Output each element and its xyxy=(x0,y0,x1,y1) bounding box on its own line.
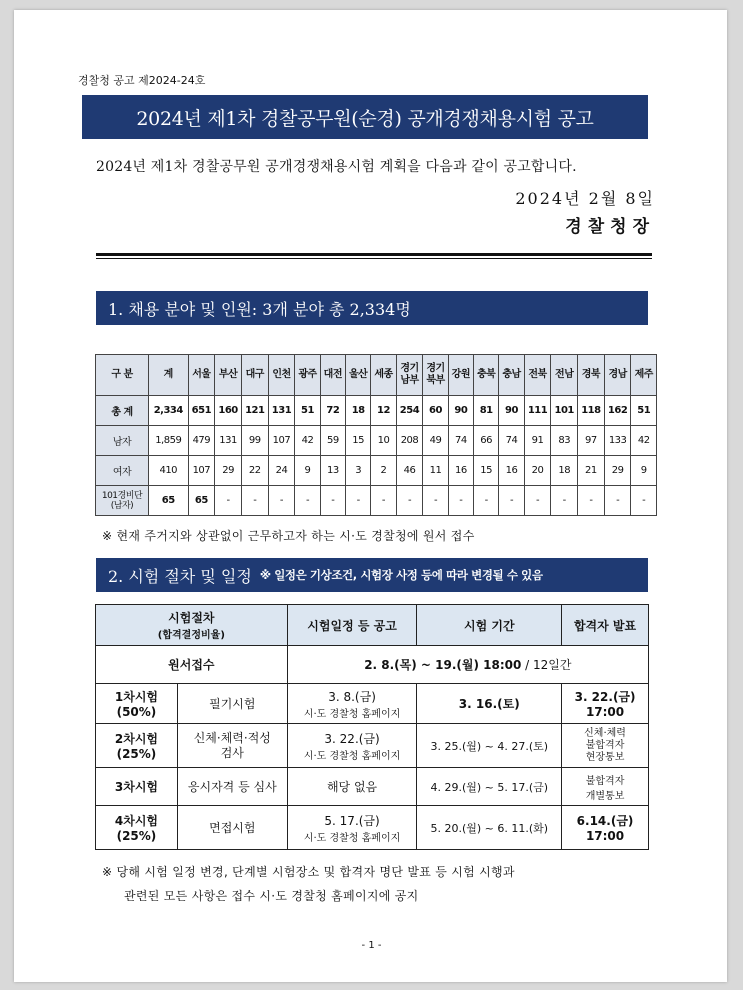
stage-result xyxy=(562,684,649,724)
table-cell: 121 xyxy=(241,396,268,426)
table-cell: - xyxy=(268,486,295,516)
stage-type: 필기시험 xyxy=(177,684,287,724)
section2-subtitle: ※ 일정은 기상조건, 시험장 사정 등에 따라 변경될 수 있음 xyxy=(259,568,543,582)
stage-result xyxy=(562,768,649,806)
table-cell: - xyxy=(423,486,448,516)
table-cell: - xyxy=(551,486,578,516)
table-cell: 66 xyxy=(474,426,499,456)
note-schedule xyxy=(102,860,654,908)
corner-header: 구 분 xyxy=(96,355,149,396)
table-cell: 83 xyxy=(551,426,578,456)
table-cell: 81 xyxy=(474,396,499,426)
region-header: 대구 xyxy=(241,355,268,396)
table-cell: 162 xyxy=(604,396,631,426)
region-header: 전남 xyxy=(551,355,578,396)
stage-name xyxy=(96,684,178,724)
table-cell: - xyxy=(524,486,551,516)
result-line: 17:00 xyxy=(585,829,625,843)
region-header: 서울 xyxy=(188,355,215,396)
announce-date: 3. 22.(금) xyxy=(324,731,380,746)
stage-ratio: (50%) xyxy=(116,705,157,719)
table-cell: 90 xyxy=(499,396,524,426)
table-cell: 74 xyxy=(448,426,473,456)
table-cell: - xyxy=(578,486,605,516)
table-cell: 65 xyxy=(188,486,215,516)
application-dates: 2. 8.(목) ~ 19.(월) 18:00 xyxy=(364,658,522,672)
table-cell: 208 xyxy=(396,426,423,456)
result-line: 신체·체력 xyxy=(584,727,626,739)
table-cell: 22 xyxy=(241,456,268,486)
table-cell: 3 xyxy=(345,456,370,486)
table-cell: - xyxy=(474,486,499,516)
divider xyxy=(96,253,652,256)
table-cell: 51 xyxy=(295,396,320,426)
table-cell: 24 xyxy=(268,456,295,486)
region-header: 계 xyxy=(149,355,189,396)
stage-announce xyxy=(287,724,417,768)
region-header: 광주 xyxy=(295,355,320,396)
table-cell: 20 xyxy=(524,456,551,486)
table-row xyxy=(96,724,649,768)
result-line: 불합격자 xyxy=(585,775,625,787)
application-label: 원서접수 xyxy=(96,646,288,684)
header-procedure-label: 시험절차 xyxy=(168,611,215,625)
table-cell: - xyxy=(215,486,242,516)
table-cell: 99 xyxy=(241,426,268,456)
table-cell: 9 xyxy=(631,456,657,486)
table-cell: - xyxy=(604,486,631,516)
application-duration: / 12일간 xyxy=(521,658,572,672)
table-cell: 111 xyxy=(524,396,551,426)
table-row xyxy=(96,768,649,806)
table-cell: 131 xyxy=(215,426,242,456)
table-cell: 9 xyxy=(295,456,320,486)
region-header: 경북 xyxy=(578,355,605,396)
table-row xyxy=(96,426,657,456)
table-row xyxy=(96,456,657,486)
table-cell: 118 xyxy=(578,396,605,426)
region-header: 부산 xyxy=(215,355,242,396)
table-cell: 49 xyxy=(423,426,448,456)
region-header: 충북 xyxy=(474,355,499,396)
table-row xyxy=(96,684,649,724)
table-cell: 133 xyxy=(604,426,631,456)
table-cell: 97 xyxy=(578,426,605,456)
recruitment-table xyxy=(95,354,657,516)
announcement-date: 2024년 2월 8일 xyxy=(515,189,655,208)
stage-announce: 해당 없음 xyxy=(287,768,417,806)
stage-name xyxy=(96,806,178,850)
table-cell: - xyxy=(396,486,423,516)
table-cell: 160 xyxy=(215,396,242,426)
region-header: 강원 xyxy=(448,355,473,396)
announce-date: 3. 8.(금) xyxy=(328,689,376,704)
table-cell: 29 xyxy=(215,456,242,486)
result-line: 17:00 xyxy=(585,705,625,719)
table-header-row xyxy=(96,605,649,646)
table-row xyxy=(96,396,657,426)
table-cell: - xyxy=(345,486,370,516)
table-cell: 2,334 xyxy=(149,396,189,426)
stage-label: 4차시험 xyxy=(114,814,159,828)
stage-announce xyxy=(287,684,417,724)
table-cell: 74 xyxy=(499,426,524,456)
table-cell: 12 xyxy=(371,396,396,426)
section2-heading xyxy=(96,558,648,592)
announce-where: 시·도 경찰청 홈페이지 xyxy=(303,832,401,844)
table-cell: - xyxy=(241,486,268,516)
issuer: 경찰청장 xyxy=(565,217,655,237)
application-period xyxy=(287,646,648,684)
region-header: 울산 xyxy=(345,355,370,396)
note-line: ※ 당해 시험 일정 변경, 단계별 시험장소 및 합격자 명단 발표 등 시험 시행과 xyxy=(102,865,515,879)
result-line: 불합격자 xyxy=(585,739,625,751)
table-row xyxy=(96,486,657,516)
stage-type: 면접시험 xyxy=(177,806,287,850)
stage-type: 신체·체력·적성검사 xyxy=(177,724,287,768)
row-label: 여자 xyxy=(96,456,149,486)
table-cell: - xyxy=(448,486,473,516)
announce-date: 5. 17.(금) xyxy=(324,813,380,828)
result-line: 3. 22.(금) xyxy=(574,690,636,704)
table-cell: 15 xyxy=(474,456,499,486)
result-line: 6.14.(금) xyxy=(576,814,634,828)
table-cell: 16 xyxy=(499,456,524,486)
stage-period: 3. 25.(월) ~ 4. 27.(토) xyxy=(417,724,562,768)
stage-ratio: (25%) xyxy=(116,747,157,761)
stage-ratio: (25%) xyxy=(116,829,157,843)
table-cell: 107 xyxy=(188,456,215,486)
table-cell: 51 xyxy=(631,396,657,426)
table-cell: 90 xyxy=(448,396,473,426)
table-cell: 651 xyxy=(188,396,215,426)
header-announce: 시험일정 등 공고 xyxy=(287,605,417,646)
stage-result xyxy=(562,724,649,768)
table-cell: 18 xyxy=(345,396,370,426)
stage-period: 4. 29.(월) ~ 5. 17.(금) xyxy=(417,768,562,806)
note-application: ※ 현재 주거지와 상관없이 근무하고자 하는 시·도 경찰청에 원서 접수 xyxy=(102,529,475,543)
stage-label: 2차시험 xyxy=(114,732,159,746)
stage-period: 3. 16.(토) xyxy=(417,684,562,724)
table-cell: - xyxy=(295,486,320,516)
stage-result xyxy=(562,806,649,850)
section2-title: 2. 시험 절차 및 일정 xyxy=(108,566,252,586)
table-cell: 16 xyxy=(448,456,473,486)
table-cell: - xyxy=(499,486,524,516)
table-cell: 65 xyxy=(149,486,189,516)
region-header: 전북 xyxy=(524,355,551,396)
row-label: 101경비단 (남자) xyxy=(96,486,149,516)
schedule-table xyxy=(95,604,649,850)
table-cell: 410 xyxy=(149,456,189,486)
table-cell: 59 xyxy=(320,426,345,456)
announce-where: 시·도 경찰청 홈페이지 xyxy=(303,708,401,720)
header-procedure xyxy=(96,605,288,646)
notice-number: 경찰청 공고 제2024-24호 xyxy=(78,74,206,87)
region-header: 경기 남부 xyxy=(396,355,423,396)
table-cell: 2 xyxy=(371,456,396,486)
result-line: 개별통보 xyxy=(585,790,625,802)
divider xyxy=(96,258,652,259)
table-cell: 479 xyxy=(188,426,215,456)
table-header-row xyxy=(96,355,657,396)
table-cell: 131 xyxy=(268,396,295,426)
region-header: 경남 xyxy=(604,355,631,396)
table-cell: 42 xyxy=(295,426,320,456)
table-cell: 72 xyxy=(320,396,345,426)
header-procedure-sub: (합격결정비율) xyxy=(157,630,225,641)
row-label: 남자 xyxy=(96,426,149,456)
region-header: 제주 xyxy=(631,355,657,396)
table-cell: 10 xyxy=(371,426,396,456)
announce-where: 시·도 경찰청 홈페이지 xyxy=(303,750,401,762)
section1-heading: 1. 채용 분야 및 인원: 3개 분야 총 2,334명 xyxy=(96,291,648,325)
table-cell: - xyxy=(320,486,345,516)
table-cell: 91 xyxy=(524,426,551,456)
table-cell: 254 xyxy=(396,396,423,426)
table-cell: 11 xyxy=(423,456,448,486)
stage-type: 응시자격 등 심사 xyxy=(177,768,287,806)
table-cell: 107 xyxy=(268,426,295,456)
table-cell: 101 xyxy=(551,396,578,426)
stage-announce xyxy=(287,806,417,850)
table-row xyxy=(96,806,649,850)
row-label: 총 계 xyxy=(96,396,149,426)
table-cell: 18 xyxy=(551,456,578,486)
table-cell: 29 xyxy=(604,456,631,486)
table-cell: - xyxy=(631,486,657,516)
stage-name: 3차시험 xyxy=(96,768,178,806)
page-number: - 1 - xyxy=(361,940,382,951)
table-cell: - xyxy=(371,486,396,516)
table-cell: 15 xyxy=(345,426,370,456)
header-result: 합격자 발표 xyxy=(562,605,649,646)
header-period: 시험 기간 xyxy=(417,605,562,646)
region-header: 대전 xyxy=(320,355,345,396)
stage-period: 5. 20.(월) ~ 6. 11.(화) xyxy=(417,806,562,850)
table-cell: 13 xyxy=(320,456,345,486)
region-header: 충남 xyxy=(499,355,524,396)
table-cell: 46 xyxy=(396,456,423,486)
region-header: 경기 북부 xyxy=(423,355,448,396)
stage-label: 1차시험 xyxy=(114,690,159,704)
table-cell: 60 xyxy=(423,396,448,426)
note-line: 관련된 모든 사항은 접수 시·도 경찰청 홈페이지에 공지 xyxy=(124,889,419,903)
table-cell: 21 xyxy=(578,456,605,486)
intro-text: 2024년 제1차 경찰공무원 공개경쟁채용시험 계획을 다음과 같이 공고합니다. xyxy=(96,159,577,175)
stage-name xyxy=(96,724,178,768)
table-cell: 42 xyxy=(631,426,657,456)
region-header: 세종 xyxy=(371,355,396,396)
region-header: 인천 xyxy=(268,355,295,396)
table-cell: 1,859 xyxy=(149,426,189,456)
page-title: 2024년 제1차 경찰공무원(순경) 공개경쟁채용시험 공고 xyxy=(82,95,648,139)
result-line: 현장통보 xyxy=(585,751,625,763)
table-row xyxy=(96,646,649,684)
